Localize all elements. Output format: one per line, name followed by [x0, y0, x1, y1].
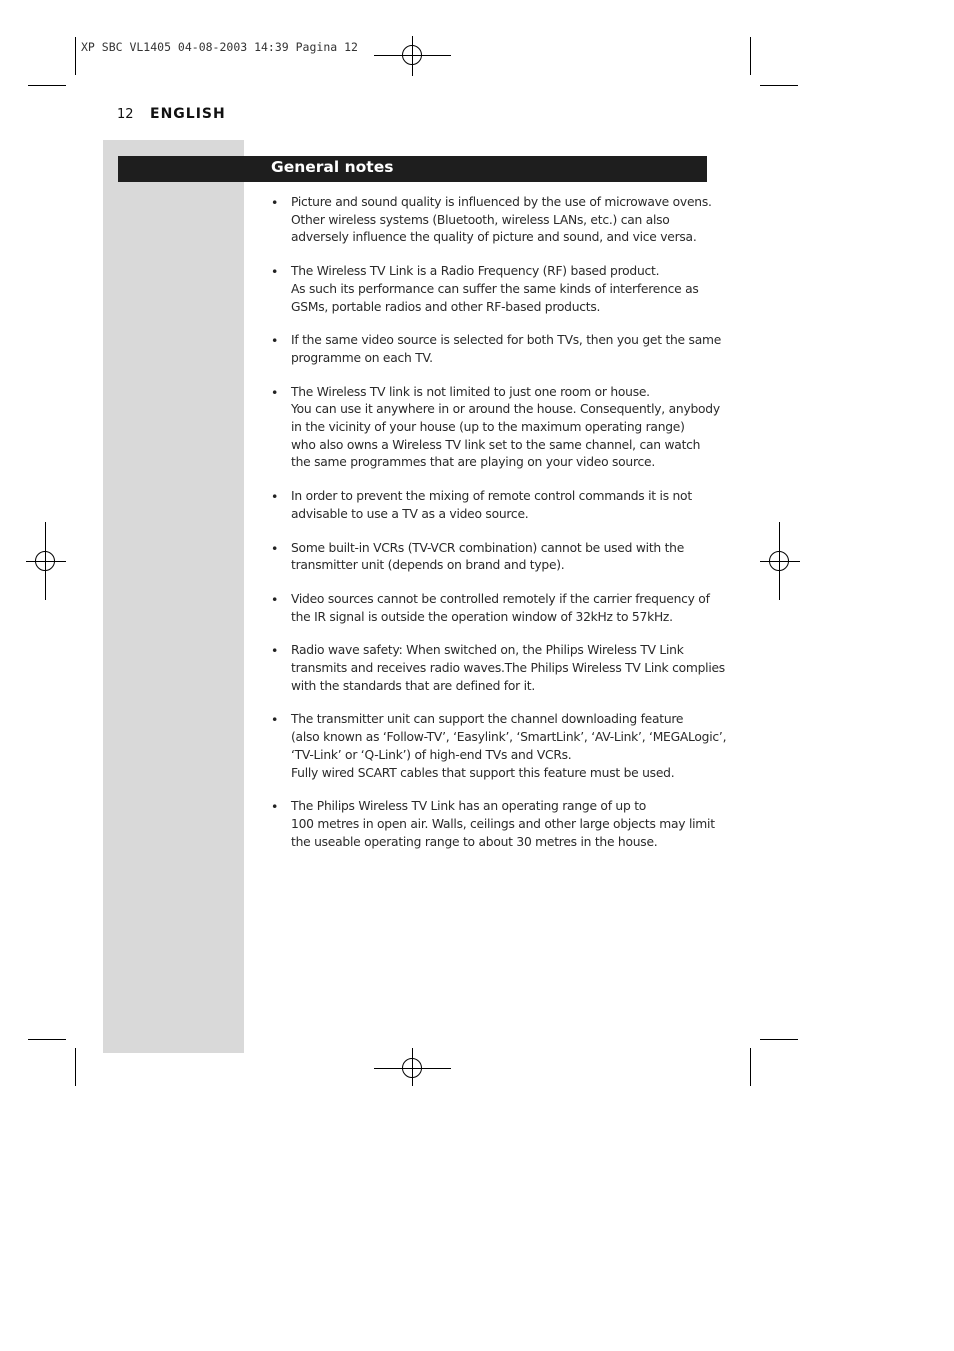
- note-line: GSMs, portable radios and other RF-based products.: [291, 299, 601, 314]
- note-item: [271, 711, 727, 782]
- bullet-icon: •: [271, 712, 279, 728]
- note-line: ‘TV-Link’ or ‘Q-Link’) of high-end TVs and VCRs.: [291, 747, 572, 762]
- note-line: who also owns a Wireless TV link set to the same channel, can watch: [291, 437, 701, 452]
- page-number: 12: [117, 107, 134, 122]
- crop-mark-tl-h: [28, 85, 66, 86]
- crop-mark-tr-h: [760, 85, 798, 86]
- crop-mark-br-v: [750, 1048, 751, 1086]
- note-line: the useable operating range to about 30 metres in the house.: [291, 834, 658, 849]
- note-line: the same programmes that are playing on your video source.: [291, 455, 655, 470]
- note-item: [271, 263, 711, 316]
- notes-list: [271, 194, 727, 867]
- side-panel: [103, 140, 244, 1053]
- bullet-icon: •: [271, 384, 279, 400]
- bullet-icon: •: [271, 540, 279, 556]
- note-item: [271, 591, 711, 626]
- note-line: Video sources cannot be controlled remotely if the carrier frequency of: [291, 591, 710, 606]
- note-line: transmits and receives radio waves.The Philips Wireless TV Link complies: [291, 661, 725, 676]
- bullet-icon: •: [271, 799, 279, 815]
- bullet-icon: •: [271, 643, 279, 659]
- note-line: (also known as ‘Follow-TV’, ‘Easylink’, ‘SmartLink’, ‘AV-Link’, ‘MEGALogic’,: [291, 730, 727, 745]
- note-item: [271, 194, 711, 247]
- crop-mark-bl-h: [28, 1039, 66, 1040]
- note-line: The Wireless TV Link is a Radio Frequency (RF) based product.: [291, 264, 660, 279]
- note-line: Radio wave safety: When switched on, the Philips Wireless TV Link: [291, 643, 684, 658]
- note-line: adversely influence the quality of picture and sound, and vice versa.: [291, 230, 697, 245]
- note-line: The Philips Wireless TV Link has an operating range of up to: [291, 799, 647, 814]
- note-line: Some built-in VCRs (TV-VCR combination) cannot be used with the: [291, 540, 685, 555]
- note-line: The transmitter unit can support the channel downloading feature: [291, 712, 684, 727]
- note-item: [271, 332, 722, 367]
- bullet-icon: •: [271, 333, 279, 349]
- note-line: In order to prevent the mixing of remote control commands it is not: [291, 489, 692, 504]
- note-line: Other wireless systems (Bluetooth, wireless LANs, etc.) can also: [291, 212, 670, 227]
- print-slug: XP SBC VL1405 04-08-2003 14:39 Pagina 12: [81, 40, 358, 54]
- note-line: Fully wired SCART cables that support this feature must be used.: [291, 765, 675, 780]
- note-line: Picture and sound quality is influenced by the use of microwave ovens.: [291, 195, 712, 209]
- note-item: [271, 540, 711, 575]
- note-item: [271, 642, 725, 695]
- bullet-icon: •: [271, 489, 279, 505]
- note-line: advisable to use a TV as a video source.: [291, 506, 529, 521]
- crop-mark-bl-v: [75, 1048, 76, 1086]
- note-line: with the standards that are defined for it.: [291, 678, 536, 693]
- bullet-icon: •: [271, 195, 279, 210]
- note-line: You can use it anywhere in or around the house. Consequently, anybody: [291, 402, 720, 417]
- bullet-icon: •: [271, 264, 279, 280]
- note-line: If the same video source is selected for both TVs, then you get the same: [291, 333, 722, 348]
- crop-mark-br-h: [760, 1039, 798, 1040]
- section-title: General notes: [271, 158, 394, 176]
- page-language: ENGLISH: [150, 106, 226, 122]
- note-line: 100 metres in open air. Walls, ceilings and other large objects may limit: [291, 816, 715, 831]
- crop-mark-tl-v: [75, 37, 76, 75]
- note-line: in the vicinity of your house (up to the maximum operating range): [291, 420, 685, 435]
- note-line: The Wireless TV link is not limited to just one room or house.: [291, 384, 650, 399]
- note-line: transmitter unit (depends on brand and type).: [291, 558, 565, 573]
- crop-mark-tr-v: [750, 37, 751, 75]
- note-item: [271, 384, 720, 473]
- bullet-icon: •: [271, 591, 279, 607]
- section-header-bar: [118, 156, 707, 182]
- note-item: [271, 488, 711, 523]
- note-line: As such its performance can suffer the same kinds of interference as: [291, 281, 699, 296]
- note-line: programme on each TV.: [291, 350, 433, 365]
- note-item: [271, 798, 715, 851]
- note-line: the IR signal is outside the operation window of 32kHz to 57kHz.: [291, 609, 673, 624]
